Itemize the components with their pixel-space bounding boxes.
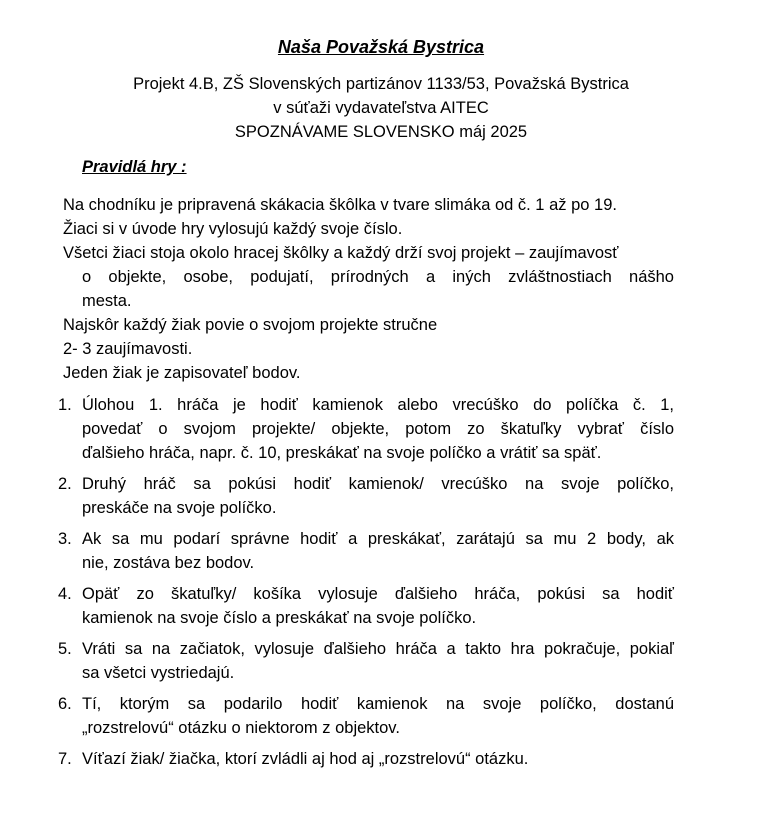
rule-line: „rozstrelovú“ otázku o niektorom z objektov. bbox=[82, 719, 400, 737]
rule-number: 5. bbox=[58, 640, 72, 658]
rule-line: Opäť zo škatuľky/ košíka vylosuje ďalšieho hráča, pokúsi sa hodiť bbox=[82, 585, 674, 603]
rule-number: 6. bbox=[58, 695, 72, 713]
rule-line: Tí, ktorým sa podarilo hodiť kamienok na svoje políčko, dostanú bbox=[82, 695, 674, 713]
rule-line: Úlohou 1. hráča je hodiť kamienok alebo vrecúško do políčka č. 1, bbox=[82, 396, 674, 414]
rules-heading: Pravidlá hry : bbox=[82, 158, 187, 176]
rule-line: Druhý hráč sa pokúsi hodiť kamienok/ vrecúško na svoje políčko, bbox=[82, 475, 674, 493]
intro-line: 2- 3 zaujímavosti. bbox=[63, 340, 193, 358]
intro-line: Na chodníku je pripravená skákacia škôlka v tvare slimáka od č. 1 až po 19. bbox=[63, 196, 617, 214]
intro-line: mesta. bbox=[82, 292, 132, 310]
rule-line: Víťazí žiak/ žiačka, ktorí zvládli aj hod aj „rozstrelovú“ otázku. bbox=[82, 750, 529, 768]
intro-line: Jeden žiak je zapisovateľ bodov. bbox=[63, 364, 301, 382]
document-title: Naša Považská Bystrica bbox=[277, 37, 485, 57]
subtitle-line: v súťaži vydavateľstva AITEC bbox=[273, 99, 489, 117]
intro-line: o objekte, osobe, podujatí, prírodných a iných zvláštnostiach nášho bbox=[82, 268, 674, 286]
rule-number: 4. bbox=[58, 585, 72, 603]
intro-line: Všetci žiaci stoja okolo hracej škôlky a každý drží svoj projekt – zaujímavosť bbox=[63, 244, 619, 262]
rule-number: 7. bbox=[58, 750, 72, 768]
rule-line: povedať o svojom projekte/ objekte, potom zo škatuľky vybrať číslo bbox=[82, 420, 674, 438]
rule-line: sa všetci vystriedajú. bbox=[82, 664, 235, 682]
rule-line: preskáče na svoje políčko. bbox=[82, 499, 277, 517]
intro-line: Najskôr každý žiak povie o svojom projekte stručne bbox=[63, 316, 438, 334]
rule-line: ďalšieho hráča, napr. č. 10, preskákať na svoje políčko a vrátiť sa späť. bbox=[82, 444, 602, 462]
rule-number: 3. bbox=[58, 530, 72, 548]
rule-line: Vráti sa na začiatok, vylosuje ďalšieho hráča a takto hra pokračuje, pokiaľ bbox=[82, 640, 674, 658]
rule-number: 2. bbox=[58, 475, 72, 493]
subtitle-line: SPOZNÁVAME SLOVENSKO máj 2025 bbox=[234, 123, 528, 141]
rule-line: Ak sa mu podarí správne hodiť a preskákať, zarátajú sa mu 2 body, ak bbox=[82, 530, 674, 548]
rule-line: kamienok na svoje číslo a preskákať na svoje políčko. bbox=[82, 609, 477, 627]
subtitle-line: Projekt 4.B, ZŠ Slovenských partizánov 1133/53, Považská Bystrica bbox=[133, 75, 629, 93]
rule-number: 1. bbox=[58, 396, 72, 414]
rule-line: nie, zostáva bez bodov. bbox=[82, 554, 255, 572]
intro-line: Žiaci si v úvode hry vylosujú každý svoje číslo. bbox=[63, 220, 403, 238]
